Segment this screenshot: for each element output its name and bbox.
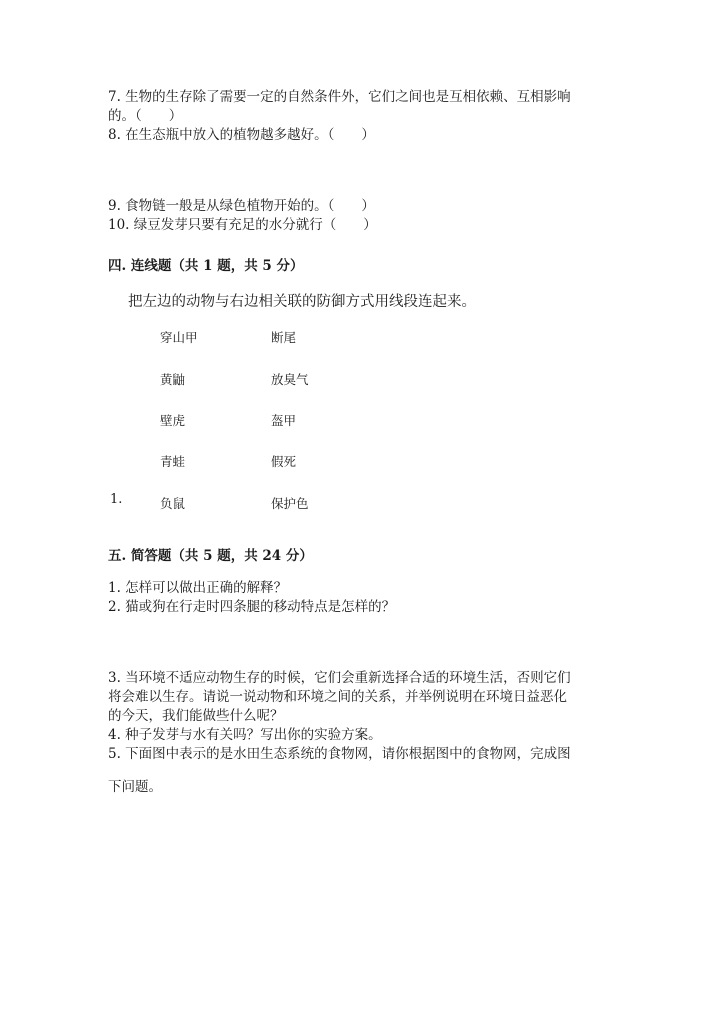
sa-q3-line3: 的今天，我们能做些什么呢？ — [108, 708, 284, 724]
sa-q1: 1. 怎样可以做出正确的解释？ — [108, 580, 288, 596]
pair-right-4: 假死 — [271, 454, 297, 469]
matching-heading: 四. 连线题（共 1 题，共 5 分） — [108, 258, 304, 274]
q7-line2: 的。（ ） — [108, 108, 183, 124]
matching-instruction: 把左边的动物与右边相关联的防御方式用线段连起来。 — [128, 294, 476, 310]
matching-number: 1. — [110, 492, 123, 507]
q10: 10. 绿豆发芽只要有充足的水分就行（ ） — [108, 217, 377, 233]
sa-q2: 2. 猫或狗在行走时四条腿的移动特点是怎样的？ — [108, 599, 396, 615]
pair-left-1: 穿山甲 — [160, 330, 198, 345]
pair-right-5: 保护色 — [271, 496, 309, 511]
pair-right-2: 放臭气 — [271, 372, 309, 387]
sa-q3-line1: 3. 当环境不适应动物生存的时候，它们会重新选择合适的环境生活，否则它们 — [108, 670, 571, 686]
sa-q5-line2: 下问题。 — [108, 779, 162, 795]
q8: 8. 在生态瓶中放入的植物越多越好。（ ） — [108, 127, 375, 143]
q7-line1: 7. 生物的生存除了需要一定的自然条件外，它们之间也是互相依赖、互相影响 — [108, 89, 571, 105]
sa-q4: 4. 种子发芽与水有关吗？写出你的实验方案。 — [108, 727, 382, 743]
sa-q3-line2: 将会难以生存。请说一说动物和环境之间的关系，并举例说明在环境日益恶化 — [108, 689, 567, 705]
short-answer-heading: 五. 简答题（共 5 题，共 24 分） — [108, 548, 313, 564]
pair-left-3: 壁虎 — [160, 413, 186, 428]
pair-left-4: 青蛙 — [160, 454, 186, 469]
sa-q5-line1: 5. 下面图中表示的是水田生态系统的食物网，请你根据图中的食物网，完成图 — [108, 746, 571, 762]
q9: 9. 食物链一般是从绿色植物开始的。（ ） — [108, 198, 375, 214]
pair-right-3: 盔甲 — [271, 413, 297, 428]
pair-right-1: 断尾 — [271, 330, 297, 345]
pair-left-5: 负鼠 — [160, 496, 186, 511]
pair-left-2: 黄鼬 — [160, 372, 186, 387]
